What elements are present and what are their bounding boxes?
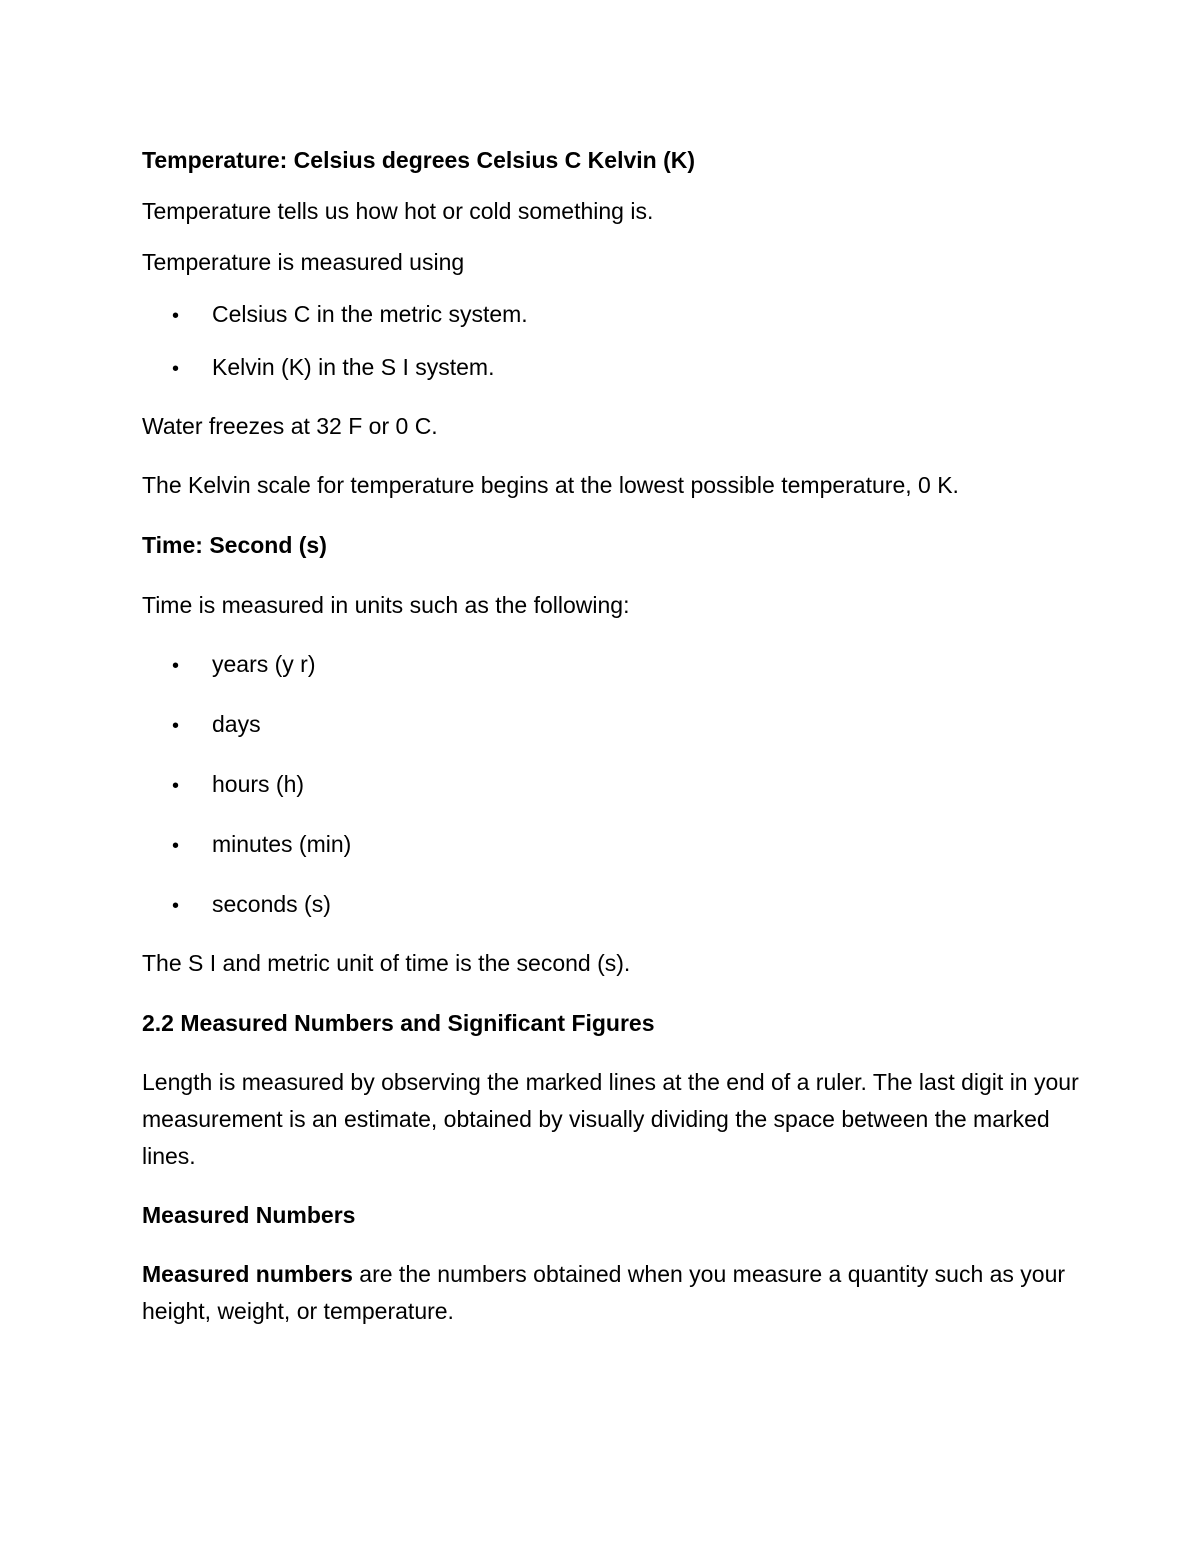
list-item-text: Kelvin (K) in the S I system. (212, 354, 495, 380)
bullet-icon: • (172, 358, 180, 380)
measured-numbers-term: Measured numbers (142, 1261, 353, 1287)
temperature-measured-using: Temperature is measured using (142, 249, 465, 275)
temperature-intro: Temperature tells us how hot or cold something is. (142, 198, 654, 224)
list-item (172, 349, 494, 388)
measured-numbers-definition: are the numbers obtained when you measure a quantity such as your height, weight, or temperature. (142, 1261, 1066, 1324)
list-item (172, 886, 331, 925)
measured-numbers-heading: Measured Numbers (142, 1202, 356, 1228)
si-time-unit-text: The S I and metric unit of time is the second (s). (142, 950, 631, 976)
list-item (172, 706, 261, 745)
temperature-heading: Temperature: Celsius degrees Celsius C Kelvin (K) (142, 147, 696, 173)
bullet-icon: • (172, 775, 180, 797)
kelvin-scale-text: The Kelvin scale for temperature begins at the lowest possible temperature, 0 K. (142, 472, 959, 498)
bullet-icon: • (172, 715, 180, 737)
list-item-text: days (212, 711, 261, 737)
time-heading: Time: Second (s) (142, 532, 327, 558)
time-intro: Time is measured in units such as the following: (142, 592, 630, 618)
length-paragraph: Length is measured by observing the marked lines at the end of a ruler. The last digit in your measurement is an estimate, obtained by visually dividing the space between the marked lines. (142, 1069, 1079, 1169)
list-item-text: minutes (min) (212, 831, 352, 857)
list-item-text: years (y r) (212, 651, 316, 677)
list-item (172, 646, 316, 685)
list-item (172, 296, 528, 335)
bullet-icon: • (172, 835, 180, 857)
list-item-text: hours (h) (212, 771, 305, 797)
section-2-2-heading: 2.2 Measured Numbers and Significant Figures (142, 1010, 655, 1036)
list-item (172, 826, 351, 865)
bullet-icon: • (172, 305, 180, 327)
list-item-text: Celsius C in the metric system. (212, 301, 528, 327)
bullet-icon: • (172, 895, 180, 917)
water-freezes-text: Water freezes at 32 F or 0 C. (142, 413, 438, 439)
list-item-text: seconds (s) (212, 891, 331, 917)
bullet-icon: • (172, 655, 180, 677)
measured-numbers-paragraph (142, 1256, 1082, 1330)
list-item (172, 766, 304, 805)
